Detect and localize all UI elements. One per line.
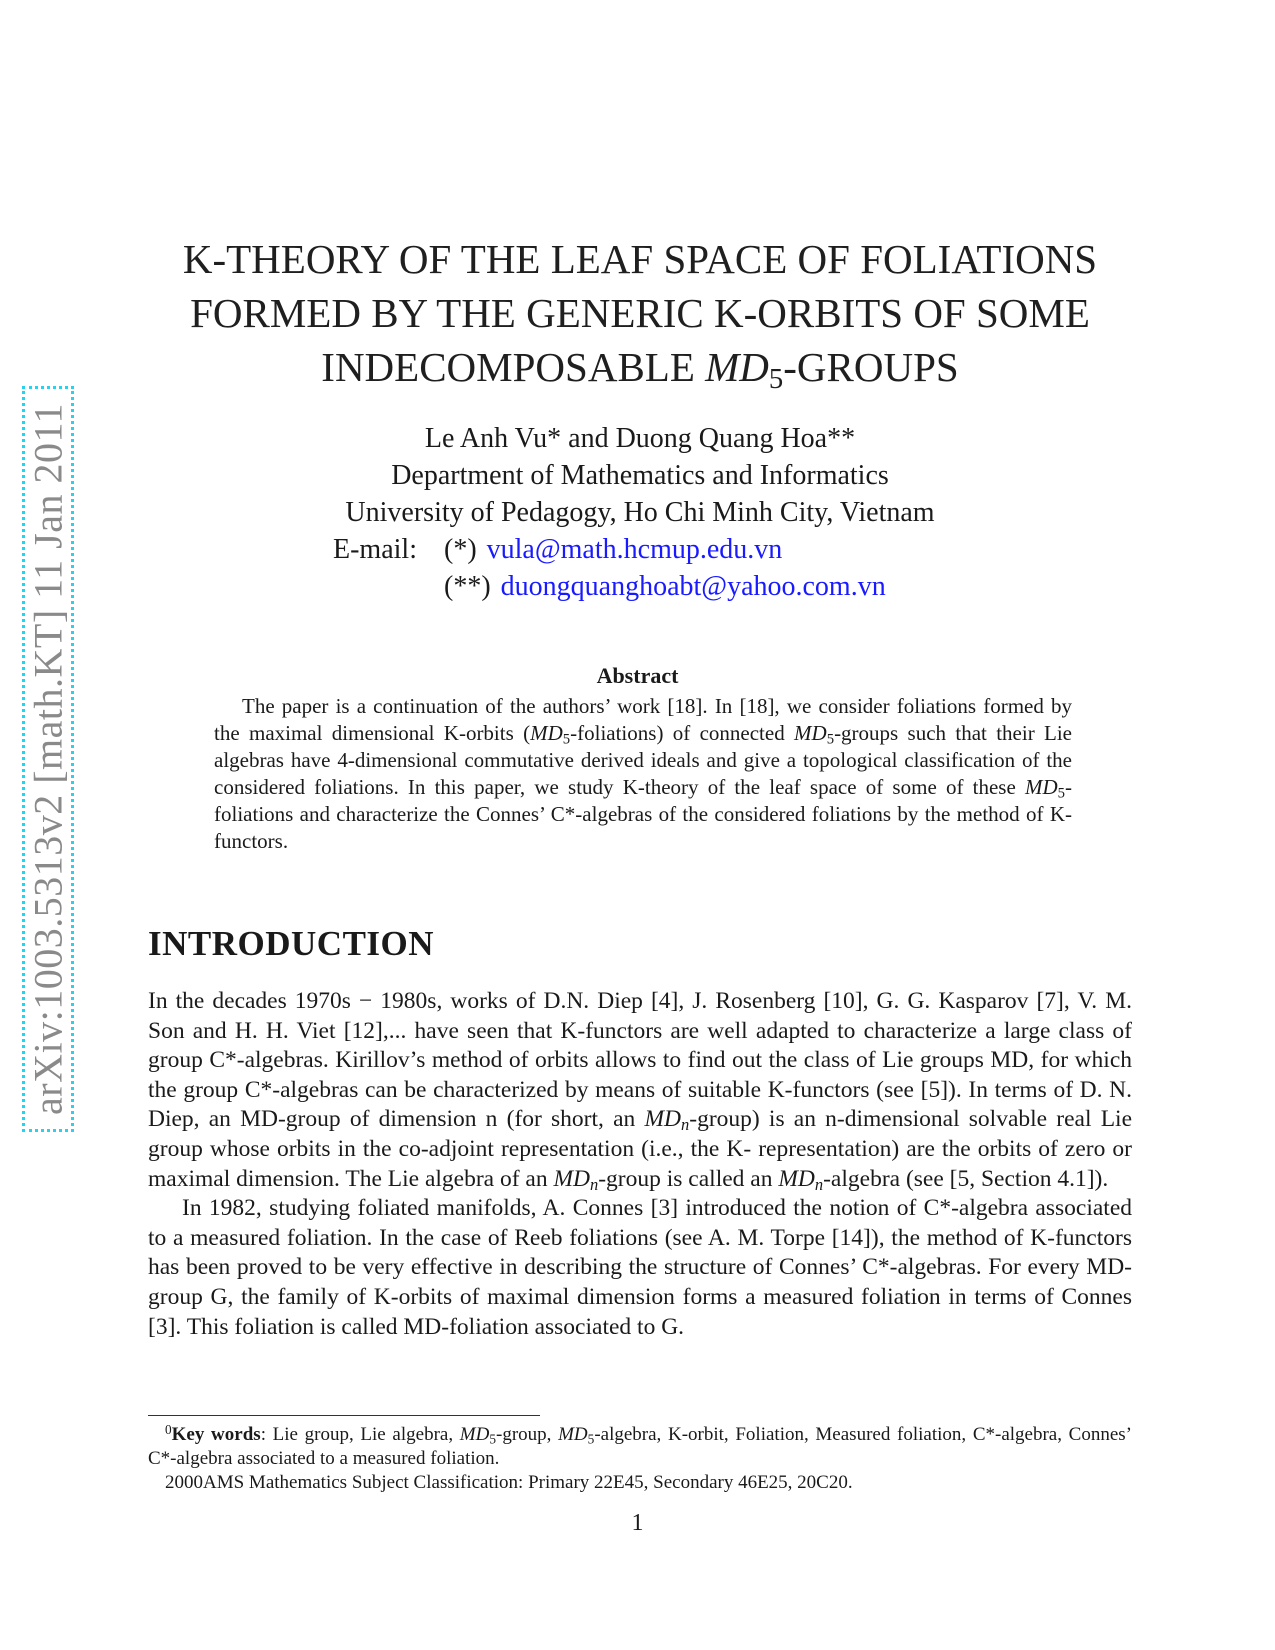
arxiv-stamp: arXiv:1003.5313v2 [math.KT] 11 Jan 2011 [25,403,71,1115]
footnote-rule [148,1415,540,1416]
abstract-text: The paper is a continuation of the authors’ work [18]. In [18], we consider foliations formed by the maximal dimensional K-orbits $(MD_5-foliations)$ of connected $MD_5$-groups such that their Lie algebras have 4-dimensional commutative derived ideals and give a topological classification of the considered foliations. In this paper, we study K-theory of the leaf space of some of these $MD_5$-foliations and characterize the Connes’ C*-algebras of the considered foliations by the method of K-functors. [214,694,1072,853]
title-line-2: FORMED BY THE GENERIC K-ORBITS OF SOME [190,290,1090,336]
section-heading: INTRODUCTION [148,924,435,963]
page-number: 1 [631,1510,644,1536]
author-department: Department of Mathematics and Informatics [391,460,889,491]
title-line-3: INDECOMPOSABLE $MD_5$-GROUPS [321,344,959,396]
email-link-1[interactable]: vula@math.hcmup.edu.vn [486,534,783,565]
intro-paragraph-2: In 1982, studying foliated manifolds, A. Connes [3] introduced the notion of C*-algebra associated to a measured foliation. In the case of Reeb foliations (see A. M. Torpe [14]), the method of K-functors has been proved to be very effective in describing the structure of Connes’ C*-algebras. For every MD-group G, the family of K-orbits of maximal dimension forms a measured foliation in terms of Connes [3]. This foliation is called MD-foliation associated to G. [148,1195,1132,1340]
paper-title [140,232,1140,394]
intro-paragraph-1: In the decades 1970s − 1980s, works of D.N. Diep [4], J. Rosenberg [10], G. G. Kasparov [7], V. M. Son and H. H. Viet [12],... have seen that K-functors are well adapted to characterize a large class of group C*-algebras. Kirillov’s method of orbits allows to find out the class of Lie groups MD, for which the group C*-algebras can be characterized by means of suitable K-functors (see [5]). In terms of D. N. Diep, an MD-group of dimension n (for short, an $MD_n-group$) is an n-dimensional solvable real Lie group whose orbits in the co-adjoint representation (i.e., the K- representation) are the orbits of zero or maximal dimension. The Lie algebra of an $MD_n$-group is called an $MD_n$-algebra (see [5, Section 4.1]). [148,988,1133,1194]
ams-classification: 2000AMS Mathematics Subject Classification: Primary 22E45, Secondary 46E25, 20C20. [165,1472,853,1493]
title-line-1: K-THEORY OF THE LEAF SPACE OF FOLIATIONS [182,236,1098,282]
email-link-2[interactable]: duongquanghoabt@yahoo.com.vn [500,571,886,602]
author-names: Le Anh Vu* and Duong Quang Hoa** [424,423,856,454]
author-university: University of Pedagogy, Ho Chi Minh City, Vietnam [345,497,935,528]
intro-body [148,987,1132,1342]
email-block: E-mail: (*) vula@math.hcmup.edu.vn (**) duongquanghoabt@yahoo.com.vn [333,531,886,605]
abstract-heading: Abstract [596,663,679,688]
footnote [148,1423,1132,1495]
email-label: E-mail: [333,534,417,565]
keywords: $^0$Key words: Lie group, Lie algebra, $MD_5$-group, $MD_5$-algebra, K-orbit, Foliation, Measured foliation, C*-algebra, Connes’ C*-algebra associated to a measured foliation. [148,1422,1132,1469]
author-block [140,420,1140,531]
